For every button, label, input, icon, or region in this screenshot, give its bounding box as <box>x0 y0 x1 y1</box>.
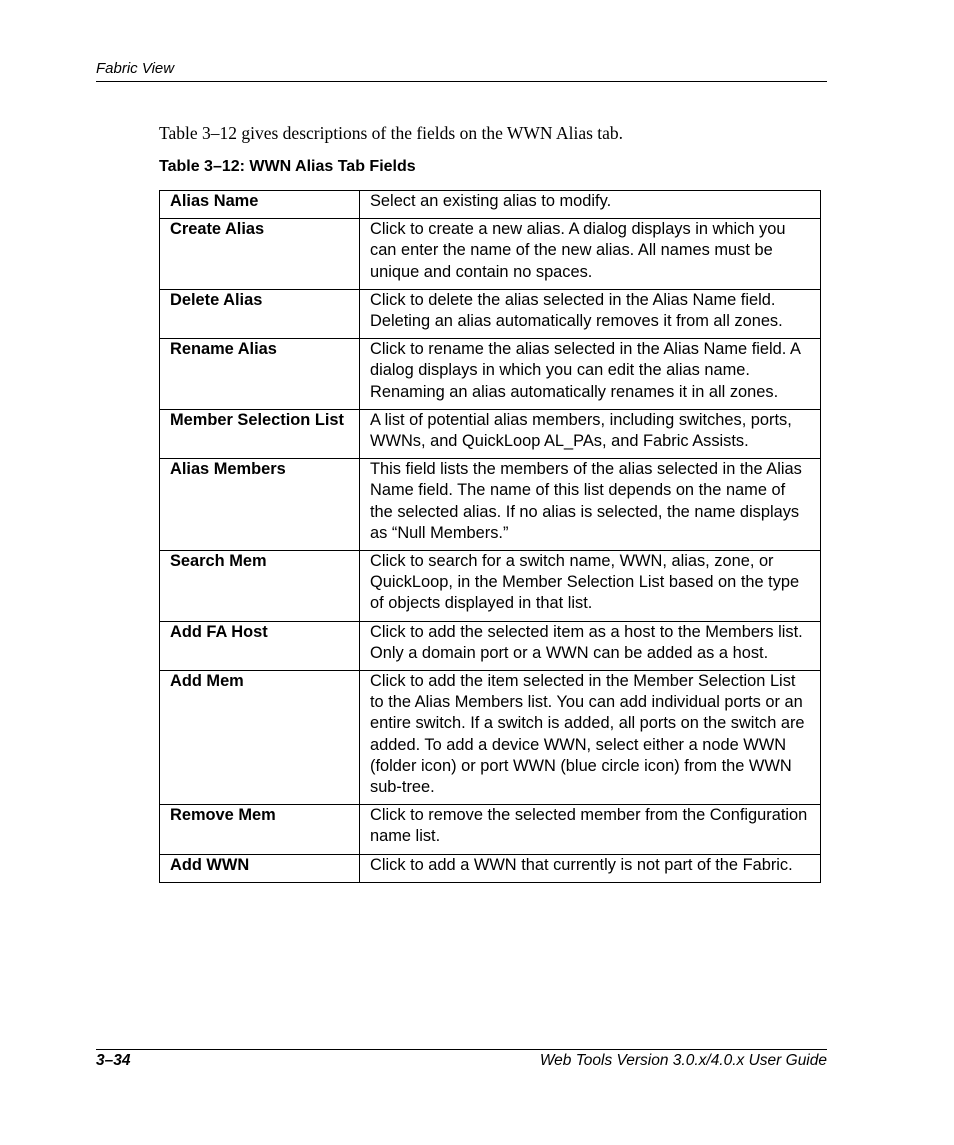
field-name: Search Mem <box>160 551 360 622</box>
field-name: Add WWN <box>160 854 360 882</box>
table-row <box>160 551 821 622</box>
table-row <box>160 671 821 805</box>
field-name: Member Selection List <box>160 409 360 458</box>
running-header: Fabric View <box>96 60 175 77</box>
table-row <box>160 339 821 410</box>
field-description: Click to remove the selected member from the Configuration name list. <box>360 805 821 854</box>
table-row <box>160 409 821 458</box>
field-description: Click to create a new alias. A dialog displays in which you can enter the name of the new alias. All names must be unique and contain no spaces. <box>360 219 821 290</box>
table-row <box>160 805 821 854</box>
table-row <box>160 854 821 882</box>
field-description: Select an existing alias to modify. <box>360 191 821 219</box>
field-name: Create Alias <box>160 219 360 290</box>
document-title: Web Tools Version 3.0.x/4.0.x User Guide <box>539 1052 827 1069</box>
field-description: Click to delete the alias selected in the Alias Name field. Deleting an alias automatically removes it from all zones. <box>360 289 821 338</box>
field-description: Click to rename the alias selected in the Alias Name field. A dialog displays in which you can edit the alias name. Renaming an alias automatically renames it in all zones. <box>360 339 821 410</box>
field-name: Alias Name <box>160 191 360 219</box>
table-row <box>160 621 821 670</box>
footer-rule <box>96 1049 827 1050</box>
field-name: Add Mem <box>160 671 360 805</box>
field-description: A list of potential alias members, including switches, ports, WWNs, and QuickLoop AL_PAs, and Fabric Assists. <box>360 409 821 458</box>
field-description: Click to add the item selected in the Member Selection List to the Alias Members list. You can add individual ports or an entire switch. If a switch is added, all ports on the switch are added. To add a device WWN, select either a node WWN (folder icon) or port WWN (blue circle icon) from the WWN sub-tree. <box>360 671 821 805</box>
wwn-alias-fields-table <box>159 190 821 883</box>
table-row <box>160 289 821 338</box>
table-caption: Table 3–12: WWN Alias Tab Fields <box>159 158 416 175</box>
field-description: Click to add the selected item as a host to the Members list. Only a domain port or a WWN can be added as a host. <box>360 621 821 670</box>
intro-paragraph: Table 3–12 gives descriptions of the fields on the WWN Alias tab. <box>159 123 624 143</box>
table-row <box>160 191 821 219</box>
field-description: This field lists the members of the alias selected in the Alias Name field. The name of this list depends on the name of the selected alias. If no alias is selected, the name displays as “Null Members.” <box>360 459 821 551</box>
page-number: 3–34 <box>96 1052 131 1069</box>
field-name: Alias Members <box>160 459 360 551</box>
field-name: Remove Mem <box>160 805 360 854</box>
table-row <box>160 219 821 290</box>
header-rule <box>96 81 827 82</box>
field-name: Rename Alias <box>160 339 360 410</box>
field-name: Delete Alias <box>160 289 360 338</box>
field-description: Click to add a WWN that currently is not part of the Fabric. <box>360 854 821 882</box>
field-description: Click to search for a switch name, WWN, alias, zone, or QuickLoop, in the Member Selection List based on the type of objects displayed in that list. <box>360 551 821 622</box>
field-name: Add FA Host <box>160 621 360 670</box>
table-row <box>160 459 821 551</box>
